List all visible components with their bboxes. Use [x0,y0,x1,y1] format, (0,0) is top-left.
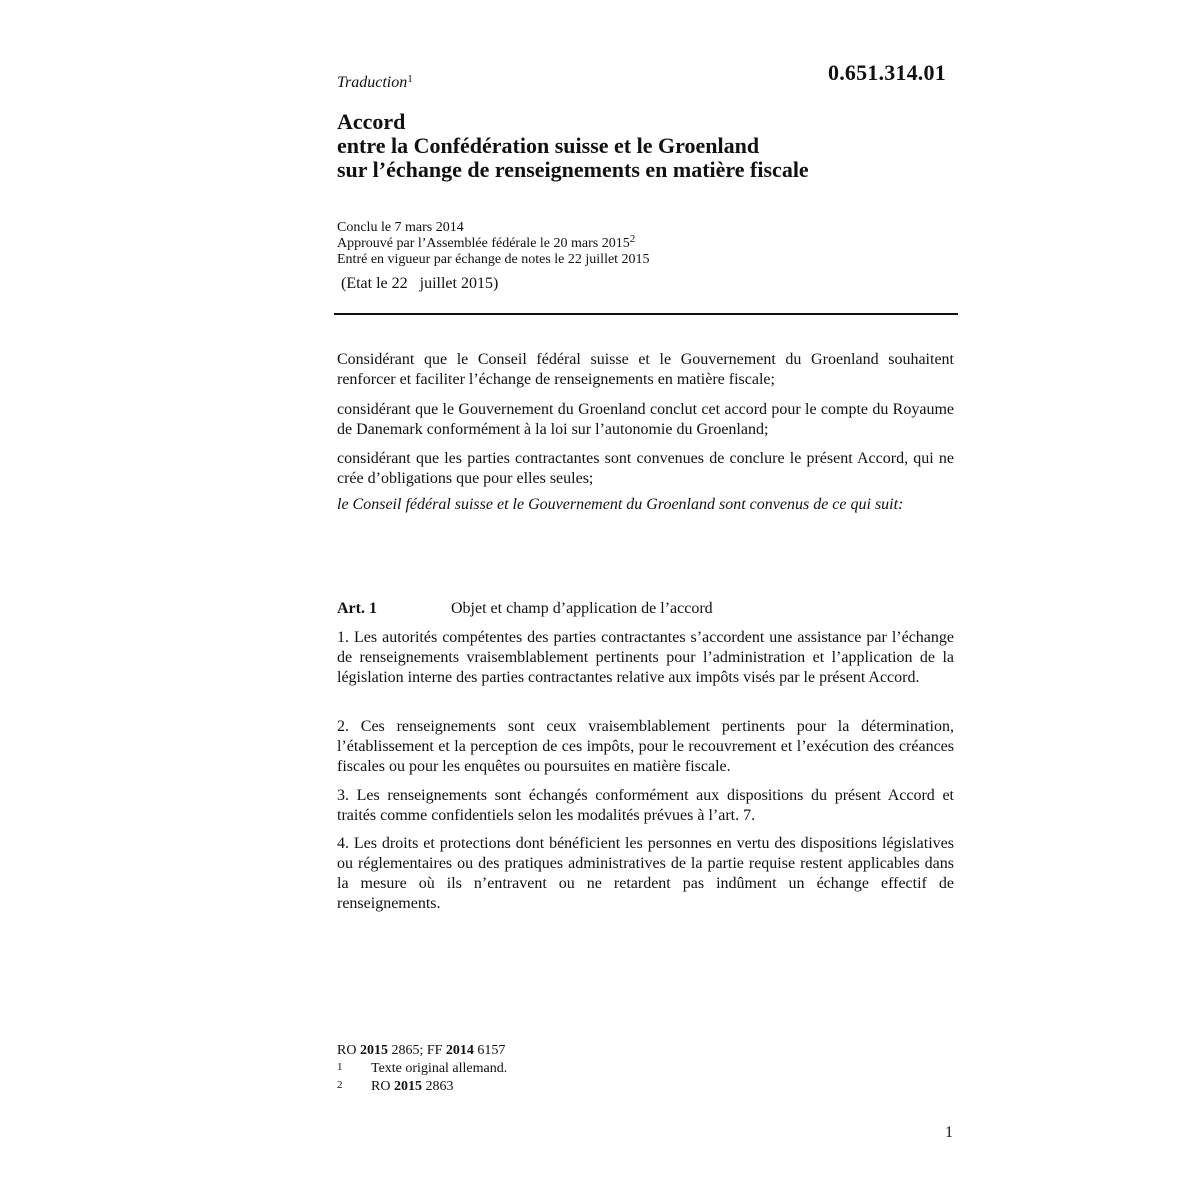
preamble-paragraph: considérant que le Gouvernement du Groenland conclut cet accord pour le compte du Royaume de Danemark conformément à la loi sur l’autonomie du Groenland; [337,401,954,438]
header-divider [334,313,958,315]
title-line-2: entre la Confédération suisse et le Groenland [337,133,760,158]
entry-into-force: Entré en vigueur par échange de notes le 22 juillet 2015 [337,252,650,267]
preamble-paragraph: considérant que les parties contractantes sont convenues de conclure le présent Accord, qui ne crée d’obligations que pour elles seules; [337,450,954,487]
concluded-date: Conclu le 7 mars 2014 [337,220,464,235]
document-number: 0.651.314.01 [828,60,946,85]
article-title: Objet et champ d’application de l’accord [451,600,713,617]
article-paragraph: 1. Les autorités compétentes des parties contractantes s’accordent une assistance par l’échange de renseignements vraisemblablement pertinents pour l’administration et l’application de la législation interne des parties contractantes relative aux impôts visés par le présent Accord. [337,629,954,686]
page-number: 1 [945,1124,953,1141]
title-line-1: Accord [337,109,406,134]
status-date: (Etat le 22 juillet 2015) [341,275,499,292]
preamble-paragraph: Considérant que le Conseil fédéral suisse et le Gouvernement du Groenland souhaitent renforcer et faciliter l’échange de renseignements en matière fiscale; [337,351,954,388]
approved-date: Approuvé par l’Assemblée fédérale le 20 mars 2015$^2$ [337,233,636,251]
article-number: Art. 1 [337,600,377,617]
footnote-ref-2[interactable]: 2 [629,233,636,245]
preamble-conclusion: le Conseil fédéral suisse et le Gouvernement du Groenland sont convenus de ce qui suit: [337,496,904,513]
title-line-3: sur l’échange de renseignements en matière fiscale [337,157,809,182]
translation-label: Traduction$^1$ [337,73,413,91]
document-title [337,110,809,182]
document-meta [337,220,650,268]
publication-reference: RO 2015 2865; FF 2014 6157 [337,1043,506,1058]
article-paragraph: 3. Les renseignements sont échangés conformément aux dispositions du présent Accord et traités comme confidentiels selon les modalités prévues à l’art. 7. [337,787,954,824]
footnote-ref-1[interactable]: 1 [407,73,413,85]
article-paragraph: 4. Les droits et protections dont bénéficient les personnes en vertu des dispositions législatives ou réglementaires ou des pratiques administratives de la partie requise restent applicables dans la mesure où ils n’entravent ou ne retardent pas indûment un échange effectif de renseignements. [337,835,954,912]
footnote-1: 1 Texte original allemand. [337,1061,508,1076]
article-paragraph: 2. Ces renseignements sont ceux vraisemblablement pertinents pour la détermination, l’établissement et la perception de ces impôts, pour le recouvrement et l’exécution des créances fiscales ou pour les enquêtes ou poursuites en matière fiscale. [337,718,954,775]
article-1-heading [337,600,713,618]
footnote-2: 2 RO 2015 2863 [337,1079,454,1094]
footer-references [337,1043,507,1095]
